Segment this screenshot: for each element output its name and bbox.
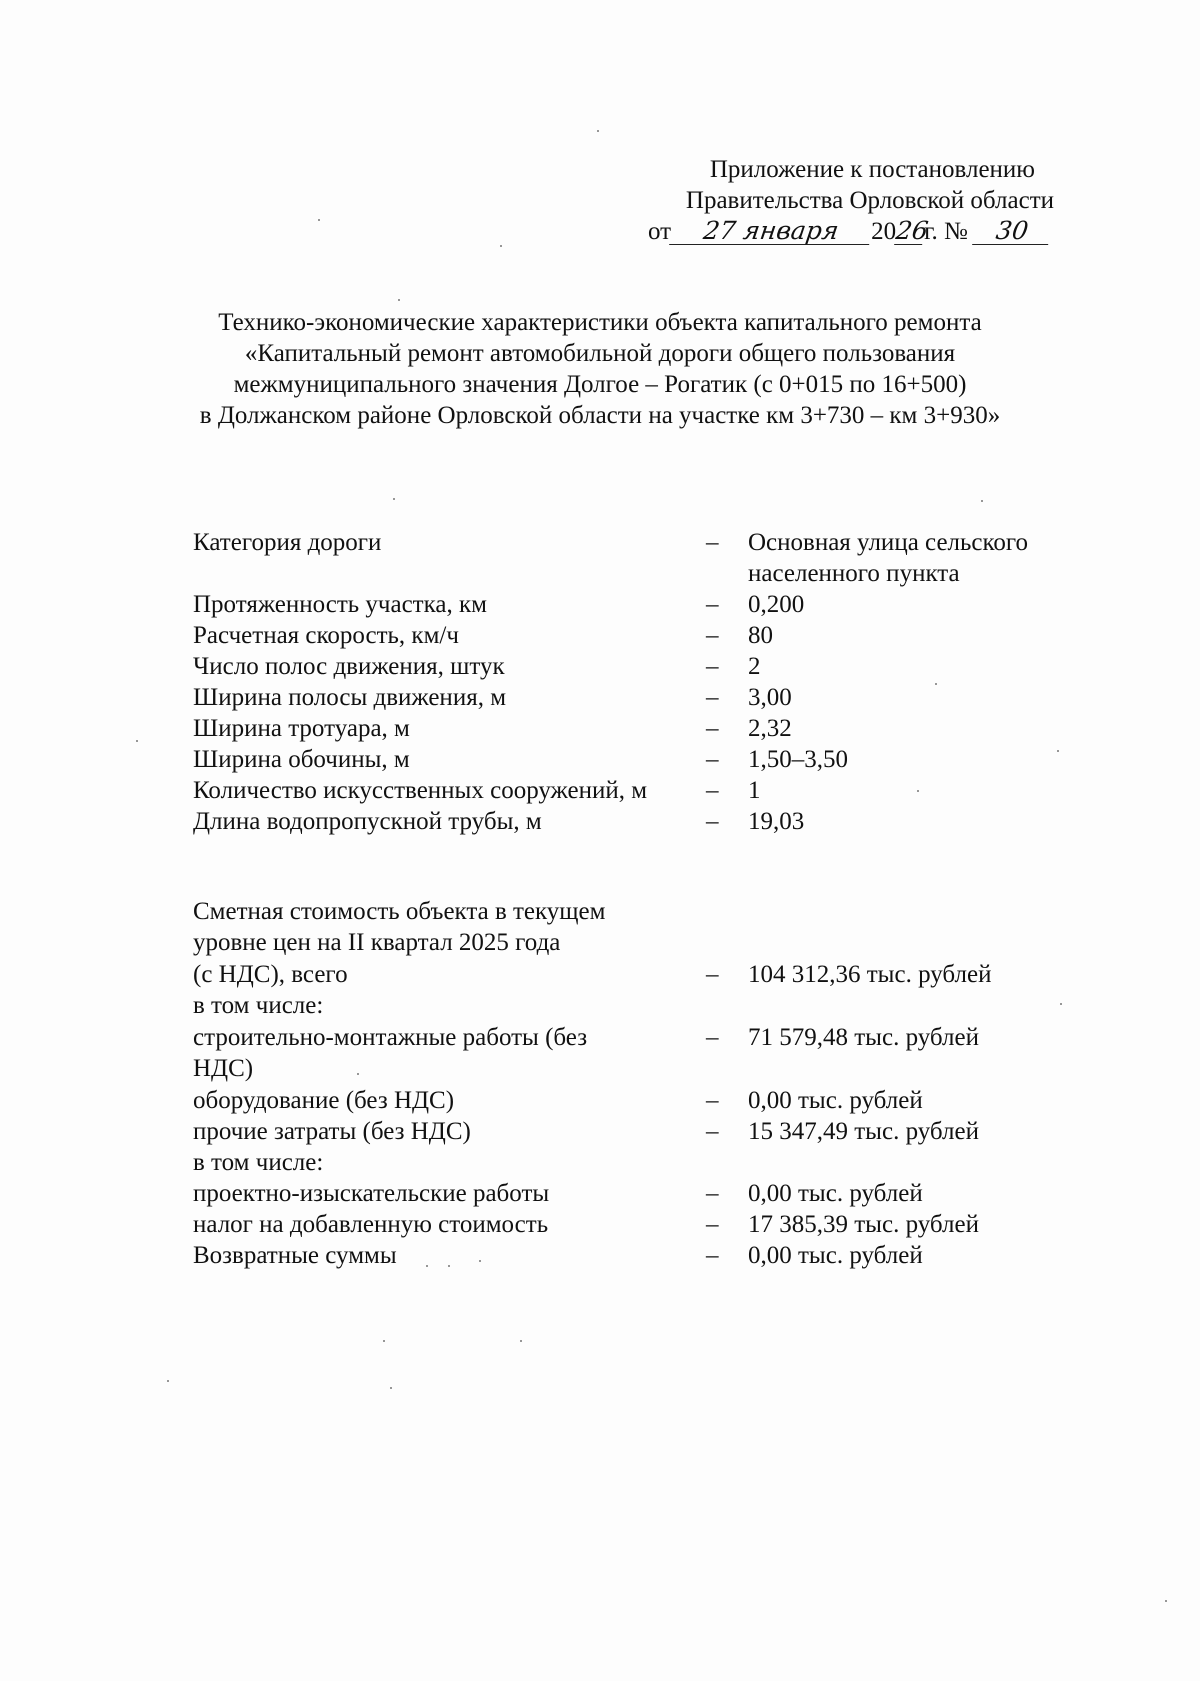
cost-label: в том числе:	[193, 992, 324, 1019]
dash: –	[706, 1242, 719, 1269]
dash: –	[706, 961, 719, 988]
scan-speck	[935, 683, 937, 685]
handwritten-date: 27 января	[669, 218, 873, 245]
cost-value: 0,00 тыс. рублей	[748, 1180, 923, 1207]
scan-speck	[597, 130, 599, 132]
cost-label: оборудование (без НДС)	[193, 1087, 455, 1114]
characteristic-label: Протяженность участка, км	[193, 591, 487, 618]
year-suffix: г. №	[924, 218, 968, 245]
characteristic-value: 19,03	[748, 808, 805, 835]
cost-value: 0,00 тыс. рублей	[748, 1087, 923, 1114]
cost-label: налог на добавленную стоимость	[193, 1211, 549, 1238]
characteristic-value: 1,50–3,50	[748, 746, 848, 773]
scan-speck	[398, 299, 400, 301]
characteristic-value: 3,00	[748, 684, 792, 711]
handwritten-number: 30	[972, 218, 1052, 245]
cost-value: 15 347,49 тыс. рублей	[748, 1118, 979, 1145]
characteristic-label: Ширина полосы движения, м	[193, 684, 507, 711]
handwritten-year: 26	[894, 216, 931, 245]
characteristic-value: 1	[748, 777, 761, 804]
cost-label: проектно-изыскательские работы	[193, 1180, 550, 1207]
characteristic-label: Расчетная скорость, км/ч	[193, 622, 459, 649]
cost-label: Возвратные суммы	[193, 1242, 397, 1269]
scan-speck	[318, 219, 320, 221]
dash: –	[706, 653, 719, 680]
title-line-3: межмуниципального значения Долгое – Рогатик (с 0+015 по 16+500)	[233, 371, 967, 398]
characteristic-label: Длина водопропускной трубы, м	[193, 808, 542, 835]
scan-speck	[479, 1260, 481, 1262]
scan-speck	[917, 790, 919, 792]
characteristic-label: Ширина обочины, м	[193, 746, 410, 773]
characteristic-value: Основная улица сельского	[748, 529, 1029, 556]
dash: –	[706, 746, 719, 773]
dash: –	[706, 529, 719, 556]
cost-value: 71 579,48 тыс. рублей	[748, 1024, 979, 1051]
scan-speck	[393, 498, 395, 500]
characteristic-label: Число полос движения, штук	[193, 653, 505, 680]
dash: –	[706, 1024, 719, 1051]
dash: –	[706, 1211, 719, 1238]
appendix-line-2: Правительства Орловской области	[685, 187, 1054, 214]
characteristic-value-cont: населенного пункта	[748, 560, 960, 587]
scan-speck	[167, 1380, 169, 1382]
scan-speck	[448, 1265, 450, 1267]
dash: –	[706, 808, 719, 835]
dash: –	[706, 684, 719, 711]
document-title	[150, 307, 1050, 431]
scan-speck	[500, 245, 502, 247]
characteristic-value: 80	[748, 622, 773, 649]
characteristic-label: Количество искусственных сооружений, м	[193, 777, 648, 804]
dash: –	[706, 1180, 719, 1207]
dash: –	[706, 777, 719, 804]
characteristic-label: Категория дороги	[193, 529, 382, 556]
scan-speck	[426, 1265, 428, 1267]
cost-label: в том числе:	[193, 1149, 324, 1176]
year-prefix: 20	[871, 218, 897, 245]
cost-label: (с НДС), всего	[193, 961, 348, 988]
dash: –	[706, 591, 719, 618]
scan-speck	[357, 1073, 359, 1075]
dash: –	[706, 622, 719, 649]
characteristic-value: 2	[748, 653, 761, 680]
dash: –	[706, 1118, 719, 1145]
title-line-4: в Должанском районе Орловской области на участке км 3+730 – км 3+930»	[199, 402, 1001, 429]
dash: –	[706, 1087, 719, 1114]
appendix-line-1: Приложение к постановлению	[709, 156, 1035, 183]
scan-speck	[1165, 1600, 1167, 1602]
scan-speck	[1060, 1003, 1062, 1005]
characteristic-value: 0,200	[748, 591, 805, 618]
cost-label: строительно-монтажные работы (без	[193, 1024, 588, 1051]
cost-label: прочие затраты (без НДС)	[193, 1118, 471, 1145]
scan-speck	[136, 740, 138, 742]
scan-speck	[520, 1340, 522, 1342]
appendix-date-line	[648, 217, 1068, 247]
title-line-1: Технико-экономические характеристики объекта капитального ремонта	[218, 309, 982, 336]
cost-intro-text: Сметная стоимость объекта в текущем	[193, 898, 606, 925]
characteristic-label: Ширина тротуара, м	[193, 715, 410, 742]
scan-speck	[390, 1387, 392, 1389]
characteristic-value: 2,32	[748, 715, 792, 742]
cost-label: НДС)	[193, 1055, 254, 1082]
title-line-2: «Капитальный ремонт автомобильной дороги общего пользования	[244, 340, 956, 367]
dash: –	[706, 715, 719, 742]
cost-value: 17 385,39 тыс. рублей	[748, 1211, 979, 1238]
cost-value: 104 312,36 тыс. рублей	[748, 961, 992, 988]
date-prefix: от	[648, 218, 672, 245]
cost-value: 0,00 тыс. рублей	[748, 1242, 923, 1269]
cost-intro-text: уровне цен на II квартал 2025 года	[193, 929, 561, 956]
scan-speck	[383, 1340, 385, 1342]
scan-speck	[1057, 750, 1059, 752]
scan-speck	[981, 500, 983, 502]
